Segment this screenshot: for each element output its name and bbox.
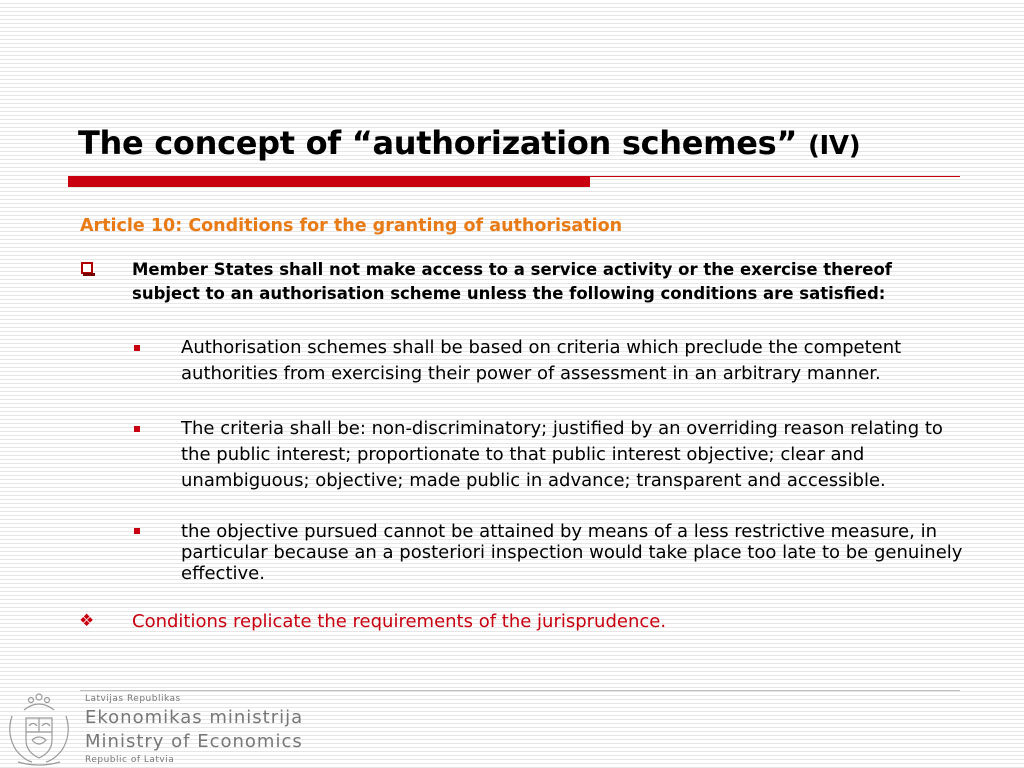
article-heading: Article 10: Conditions for the granting of authorisation [80,216,623,236]
checkbox-bullet-icon [81,262,93,274]
footer-republic-en: Republic of Latvia [85,755,175,765]
title-main: The concept of “authorization schemes” [78,124,798,162]
diamond-bullet-icon: ❖ [79,611,95,631]
title-underline-thin [590,176,960,177]
condition-item-3: the objective pursued cannot be attained by means of a less restrictive measure, in particular because an a posteriori inspection would take place too late to be genuinely effective. [181,521,963,584]
footer-republic-lv: Latvijas Republikas [85,694,181,704]
condition-item-1: Authorisation schemes shall be based on criteria which preclude the competent authorities from exercising their power of assessment in an arbitrary manner. [181,337,902,384]
footer-ministry-lv: Ekonomikas ministrija [85,707,304,728]
latvia-coat-of-arms-icon [2,688,76,768]
footer-ministry-en: Ministry of Economics [85,731,303,752]
footer-divider [80,690,960,691]
square-bullet-icon [134,528,140,534]
condition-item-2: The criteria shall be: non-discriminatory; justified by an overriding reason relating to the public interest; proportionate to that public interest objective; clear and unambiguous; objective; made public in advance; transparent and accessible. [181,418,943,491]
title-suffix: (IV) [807,131,861,161]
title-underline-thick [68,176,590,187]
main-point-text: Member States shall not make access to a service activity or the exercise thereof subject to an authorisation scheme unless the following conditions are satisfied: [132,260,892,303]
conclusion-text: Conditions replicate the requirements of the jurisprudence. [132,611,667,632]
square-bullet-icon [134,426,140,432]
slide-title [78,124,860,162]
square-bullet-icon [134,345,140,351]
